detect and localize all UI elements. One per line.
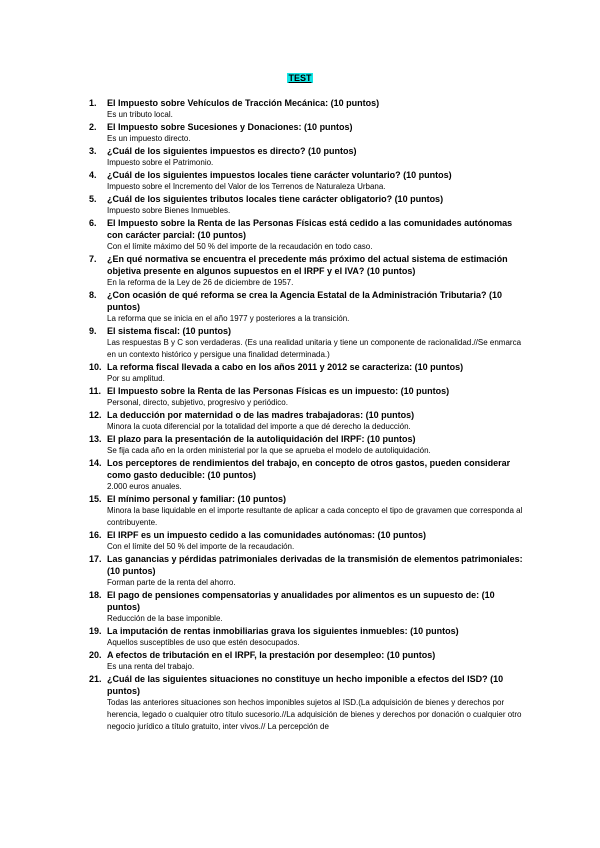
answer-text: Es un impuesto directo.: [107, 134, 191, 143]
answer-text: Con el límite máximo del 50 % del importe de la recaudación en todo caso.: [107, 242, 373, 251]
question-text: La reforma fiscal llevada a cabo en los años 2011 y 2012 se caracteriza: (10 puntos): [107, 362, 464, 372]
question-text: ¿En qué normativa se encuentra el precedente más próximo del actual sistema de estimación objetiva presente en algunos supuestos en el IRPF y el IVA? (10 puntos): [107, 254, 508, 276]
answer-text: Personal, directo, subjetivo, progresivo y periódico.: [107, 398, 288, 407]
question-number: 11.: [89, 386, 102, 396]
question-item: [89, 433, 529, 457]
question-number: 1.: [89, 98, 97, 108]
question-item: [89, 649, 529, 673]
answer-text: En la reforma de la Ley de 26 de diciembre de 1957.: [107, 278, 294, 287]
question-item: [89, 385, 529, 409]
question-number: 15.: [89, 494, 102, 504]
question-text: A efectos de tributación en el IRPF, la prestación por desempleo: (10 puntos): [107, 650, 436, 660]
question-text: El IRPF es un impuesto cedido a las comunidades autónomas: (10 puntos): [107, 530, 427, 540]
question-number: 4.: [89, 170, 97, 180]
question-number: 9.: [89, 326, 97, 336]
question-number: 20.: [89, 650, 102, 660]
question-number: 6.: [89, 218, 97, 228]
question-number: 13.: [89, 434, 102, 444]
question-number: 21.: [89, 674, 102, 684]
question-text: El sistema fiscal: (10 puntos): [107, 326, 232, 336]
question-text: El Impuesto sobre la Renta de las Personas Físicas está cedido a las comunidades autónomas con carácter parcial: (10 puntos): [107, 218, 513, 240]
answer-text: Se fija cada año en la orden ministerial por la que se aprueba el modelo de autoliquidación.: [107, 446, 431, 455]
question-item: [89, 553, 529, 589]
question-number: 18.: [89, 590, 102, 600]
answer-text: Todas las anteriores situaciones son hechos imponibles sujetos al ISD.(La adquisición de bienes y derechos por herencia, legado o cualquier otro título sucesorio.//La adquisición de bienes y derechos por donación o cualquier otro negocio jurídico a título gratuito, inter vivos.// La percepción de: [107, 698, 522, 731]
answer-text: Minora la base liquidable en el importe resultante de aplicar a cada concepto el tipo de gravamen que corresponda al contribuyente.: [107, 506, 523, 527]
question-number: 16.: [89, 530, 102, 540]
question-item: [89, 673, 529, 733]
question-list: [89, 97, 529, 733]
question-text: La imputación de rentas inmobiliarias grava los siguientes inmuebles: (10 puntos): [107, 626, 459, 636]
answer-text: Es una renta del trabajo.: [107, 662, 195, 671]
question-number: 7.: [89, 254, 97, 264]
answer-text: Con el límite del 50 % del importe de la recaudación.: [107, 542, 295, 551]
question-number: 10.: [89, 362, 102, 372]
question-text: ¿Cuál de las siguientes situaciones no constituye un hecho imponible a efectos del ISD? (10 puntos): [107, 674, 504, 696]
question-text: El plazo para la presentación de la autoliquidación del IRPF: (10 puntos): [107, 434, 416, 444]
question-item: [89, 361, 529, 385]
answer-text: Aquellos susceptibles de uso que estén desocupados.: [107, 638, 300, 647]
answer-text: Impuesto sobre el Patrimonio.: [107, 158, 214, 167]
question-text: ¿Cuál de los siguientes tributos locales tiene carácter obligatorio? (10 puntos): [107, 194, 444, 204]
answer-text: La reforma que se inicia en el año 1977 y posteriores a la transición.: [107, 314, 350, 323]
question-text: ¿Con ocasión de qué reforma se crea la Agencia Estatal de la Administración Tributaria? (10 puntos): [107, 290, 502, 312]
question-item: [89, 145, 529, 169]
question-number: 14.: [89, 458, 102, 468]
question-number: 12.: [89, 410, 102, 420]
answer-text: Impuesto sobre Bienes Inmuebles.: [107, 206, 231, 215]
document-title: TEST: [288, 73, 312, 83]
question-number: 17.: [89, 554, 102, 564]
question-item: [89, 325, 529, 361]
question-number: 19.: [89, 626, 102, 636]
question-item: [89, 529, 529, 553]
answer-text: Las respuestas B y C son verdaderas. (Es una realidad unitaria y tiene un componente de racionalidad.//Se enmarca en un contexto histórico y persigue una finalidad determinada.): [107, 338, 522, 359]
question-text: El mínimo personal y familiar: (10 puntos): [107, 494, 287, 504]
question-item: [89, 493, 529, 529]
question-number: 8.: [89, 290, 97, 300]
question-text: El pago de pensiones compensatorias y anualidades por alimentos es un supuesto de: (10 puntos): [107, 590, 495, 612]
question-text: El Impuesto sobre la Renta de las Personas Físicas es un impuesto: (10 puntos): [107, 386, 450, 396]
answer-text: Forman parte de la renta del ahorro.: [107, 578, 236, 587]
answer-text: Por su amplitud.: [107, 374, 165, 383]
question-text: El Impuesto sobre Vehículos de Tracción Mecánica: (10 puntos): [107, 98, 380, 108]
answer-text: Reducción de la base imponible.: [107, 614, 223, 623]
question-item: [89, 457, 529, 493]
question-item: [89, 253, 529, 289]
question-number: 3.: [89, 146, 97, 156]
question-item: [89, 289, 529, 325]
question-text: Las ganancias y pérdidas patrimoniales derivadas de la transmisión de elementos patrimoniales: (10 puntos): [107, 554, 523, 576]
question-item: [89, 97, 529, 121]
question-text: ¿Cuál de los siguientes impuestos es directo? (10 puntos): [107, 146, 357, 156]
question-item: [89, 217, 529, 253]
question-text: Los perceptores de rendimientos del trabajo, en concepto de otros gastos, pueden considerar como gasto deducible: (10 puntos): [107, 458, 511, 480]
question-text: ¿Cuál de los siguientes impuestos locales tiene carácter voluntario? (10 puntos): [107, 170, 452, 180]
question-number: 5.: [89, 194, 97, 204]
question-number: 2.: [89, 122, 97, 132]
answer-text: 2.000 euros anuales.: [107, 482, 182, 491]
question-item: [89, 169, 529, 193]
question-text: La deducción por maternidad o de las madres trabajadoras: (10 puntos): [107, 410, 415, 420]
question-item: [89, 589, 529, 625]
answer-text: Impuesto sobre el Incremento del Valor de los Terrenos de Naturaleza Urbana.: [107, 182, 386, 191]
answer-text: Es un tributo local.: [107, 110, 173, 119]
answer-text: Minora la cuota diferencial por la totalidad del importe a que dé derecho la deducción.: [107, 422, 411, 431]
question-item: [89, 625, 529, 649]
question-text: El Impuesto sobre Sucesiones y Donaciones: (10 puntos): [107, 122, 353, 132]
question-item: [89, 409, 529, 433]
question-item: [89, 193, 529, 217]
question-item: [89, 121, 529, 145]
